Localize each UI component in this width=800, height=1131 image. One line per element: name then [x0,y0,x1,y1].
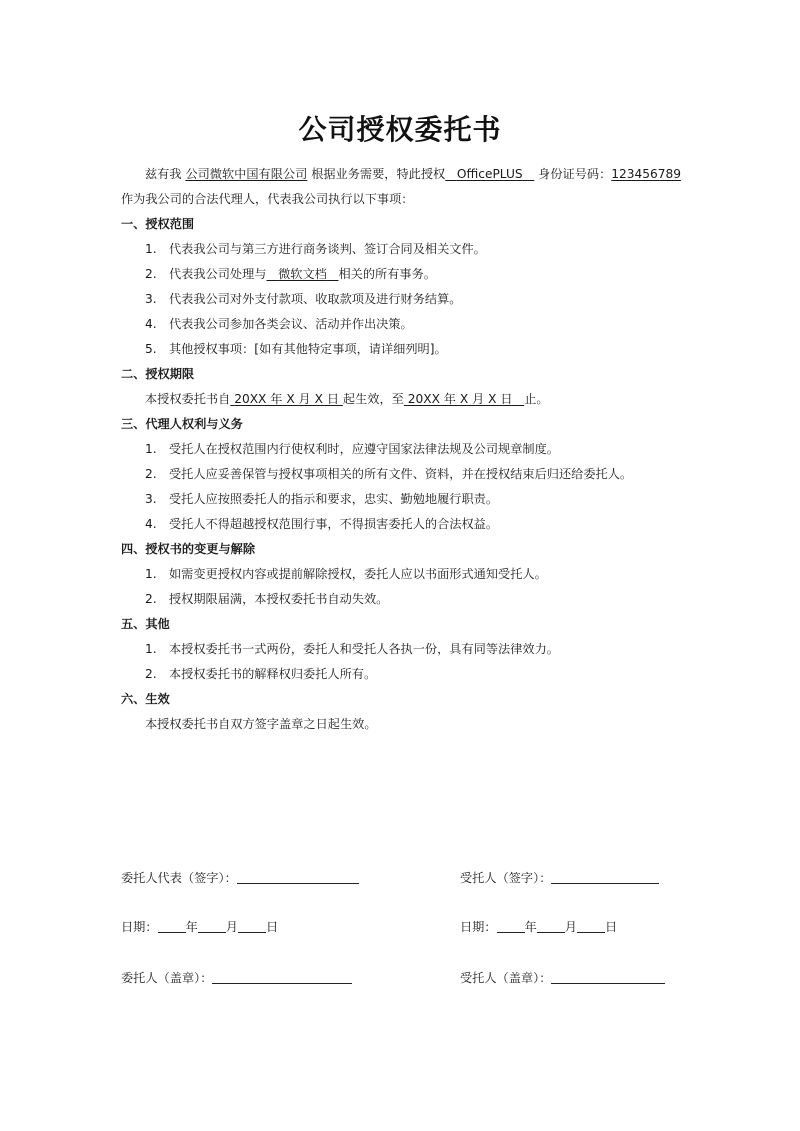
principal-rep-signature: 委托人代表（签字）： [121,870,359,886]
section-heading: 一、授权范围 [121,217,195,231]
start-date: 20XX 年 X 月 X 日 [234,392,340,406]
agent-date: 日期： 年 月 日 [460,920,618,934]
list-item: 2. 代表我公司处理与 微软文档 相关的所有事务。 [145,267,436,281]
list-item: 2. 授权期限届满，本授权委托书自动失效。 [145,592,389,606]
month-field[interactable] [537,920,565,933]
seal-field[interactable] [551,971,665,984]
list-item: 2. 本授权委托书的解释权归委托人所有。 [145,667,377,681]
agent-name: OfficePLUS [456,167,523,181]
end-date: 20XX 年 X 月 X 日 [407,392,513,406]
id-number: 123456789 [611,167,682,181]
section-heading: 三、代理人权利与义务 [121,417,243,431]
section-heading: 六、生效 [121,692,170,706]
signature-field[interactable] [551,871,659,884]
list-item: 1. 代表我公司与第三方进行商务谈判、签订合同及相关文件。 [145,242,486,256]
document-title: 公司授权委托书 [298,113,502,146]
year-field[interactable] [158,920,186,933]
section-heading: 五、其他 [121,617,170,631]
seal-field[interactable] [212,971,352,984]
list-item: 1. 本授权委托书一式两份，委托人和受托人各执一份，具有同等法律效力。 [145,642,559,656]
principal-company: 公司微软中国有限公司 [185,167,308,181]
list-item: 1. 如需变更授权内容或提前解除授权，委托人应以书面形式通知受托人。 [145,567,547,581]
section-heading: 二、授权期限 [121,367,195,381]
list-item: 4. 代表我公司参加各类会议、活动并作出决策。 [145,317,413,331]
agent-signature: 受托人（签字）： [460,870,659,886]
matter-blank: 微软文档 [278,267,327,281]
list-item: 4. 受托人不得超越授权范围行事，不得损害委托人的合法权益。 [145,517,499,531]
id-label: 身份证号码： [538,167,612,181]
month-field[interactable] [198,920,226,933]
principal-date: 日期： 年 月 日 [121,920,279,934]
principal-seal: 委托人（盖章）： [121,970,352,986]
term-line: 本授权委托书自 20XX 年 X 月 X 日 起生效，至 20XX 年 X 月 X 日 止。 [145,392,549,406]
agent-seal: 受托人（盖章）： [460,970,665,986]
day-field[interactable] [238,920,266,933]
list-item: 3. 受托人应按照委托人的指示和要求，忠实、勤勉地履行职责。 [145,492,499,506]
day-field[interactable] [577,920,605,933]
list-item: 3. 代表我公司对外支付款项、收取款项及进行财务结算。 [145,292,462,306]
list-item: 2. 受托人应妥善保管与授权事项相关的所有文件、资料，并在授权结束后归还给委托人。 [145,467,633,481]
effective-text: 本授权委托书自双方签字盖章之日起生效。 [145,717,377,731]
year-field[interactable] [497,920,525,933]
intro-prefix: 兹有我 [145,167,182,181]
intro-mid: 根据业务需要，特此授权 [311,167,446,181]
signature-field[interactable] [237,871,359,884]
list-item: 1. 受托人在授权范围内行使权利时，应遵守国家法律法规及公司规章制度。 [145,442,559,456]
intro-line-2: 作为我公司的合法代理人，代表我公司执行以下事项： [121,192,414,206]
list-item: 5. 其他授权事项：[如有其他特定事项，请详细列明]。 [145,342,447,356]
section-heading: 四、授权书的变更与解除 [121,542,256,556]
intro-line-1 [145,166,681,182]
